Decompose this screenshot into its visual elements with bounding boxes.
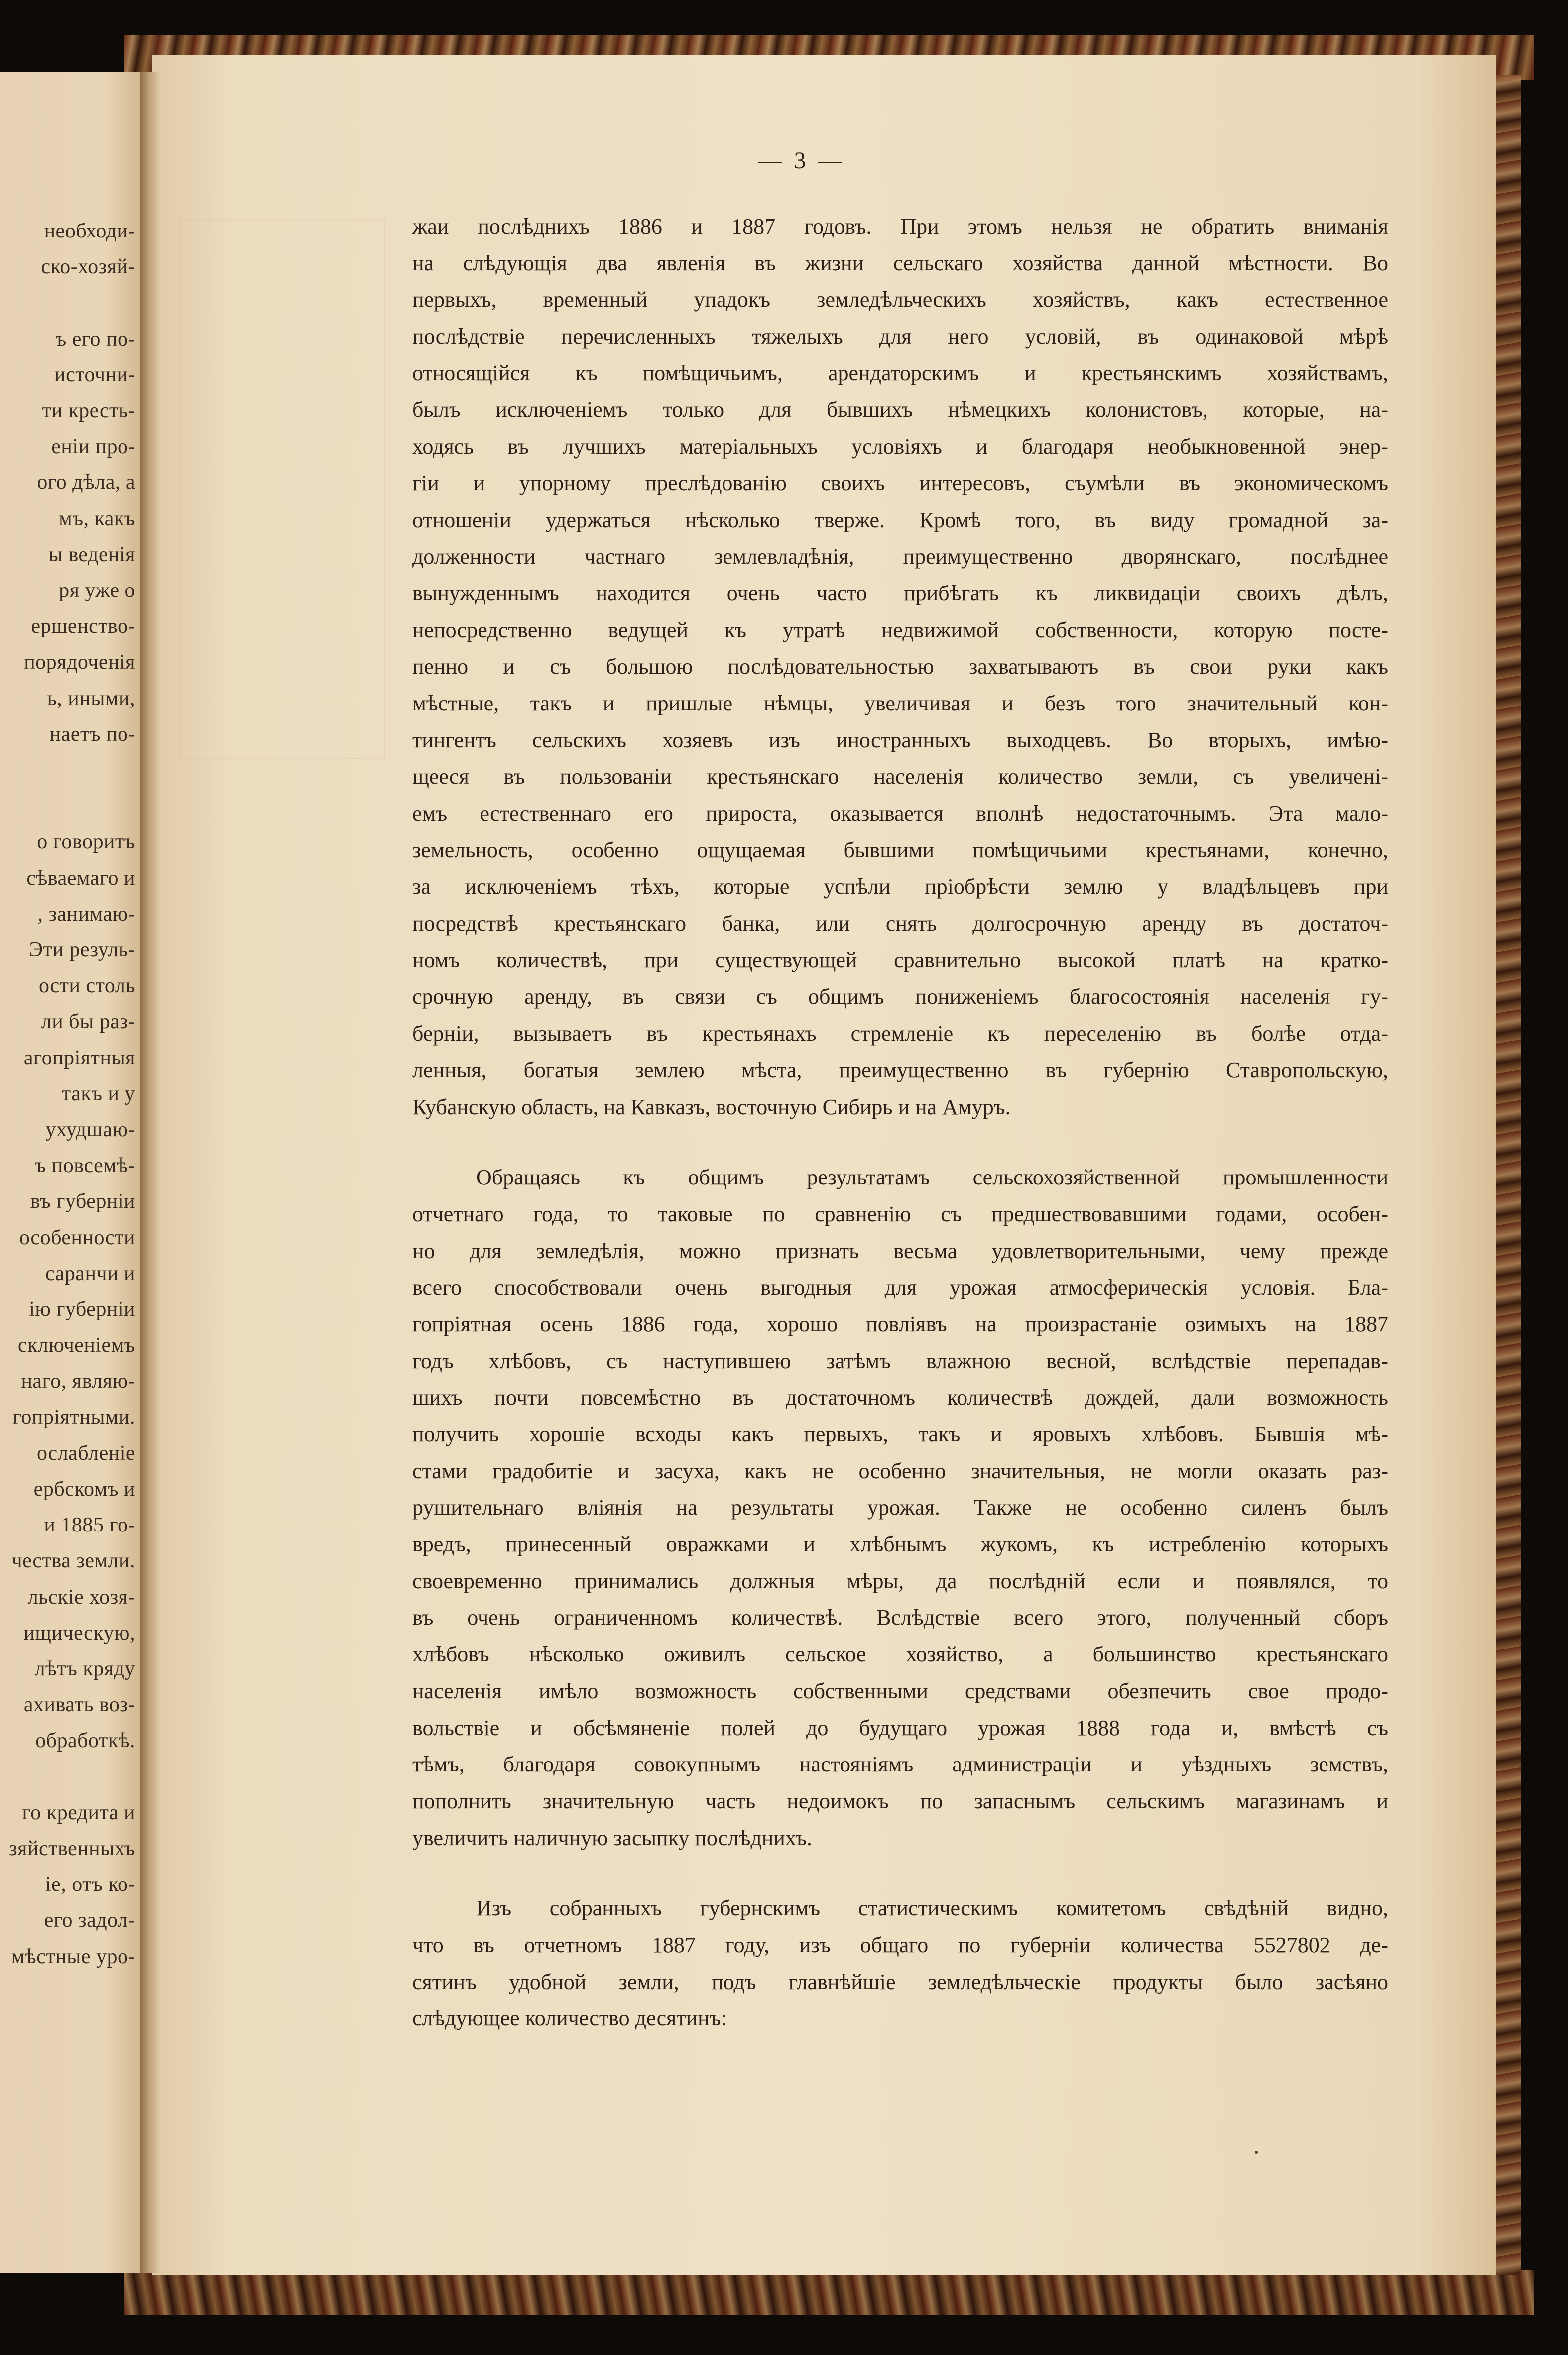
left-page-line: ухудшаю- [45, 1118, 135, 1141]
text-line: былъ исключеніемъ только для бывшихъ нѣмецкихъ колонистовъ, которые, на- [412, 397, 1388, 422]
text-line: отношеніи удержаться нѣсколько тверже. Кромѣ того, въ виду громадной за- [412, 507, 1388, 532]
left-page-line: , занимаю- [37, 902, 135, 926]
marbled-cover-edge-bottom [124, 2270, 1534, 2315]
left-page-line: ъ повсемѣ- [35, 1154, 135, 1178]
paragraph [412, 208, 1388, 1125]
left-page-line: ію губерніи [29, 1298, 135, 1321]
text-line: вынужденнымъ находится очень часто прибѣгать къ ликвидаціи своихъ дѣлъ, [412, 581, 1388, 605]
text-line: послѣдствіе перечисленныхъ тяжелыхъ для него условій, въ одинаковой мѣрѣ [412, 324, 1388, 349]
text-line: первыхъ, временный упадокъ земледѣльческихъ хозяйствъ, какъ естественное [412, 287, 1388, 312]
left-page-line: еніи про- [51, 435, 135, 459]
paper-speck [1255, 2151, 1258, 2154]
text-line: что въ отчетномъ 1887 году, изъ общаго по губерніи количества 5527802 де- [412, 1932, 1388, 1957]
text-line: Изъ собранныхъ губернскимъ статистическимъ комитетомъ свѣдѣній видно, [476, 1896, 1388, 1921]
text-line: въ очень ограниченномъ количествѣ. Вслѣдствіе всего этого, полученный сборъ [412, 1605, 1388, 1630]
left-page-line: гопріятными. [12, 1406, 135, 1429]
left-page-line: порядоченія [24, 651, 135, 674]
left-page-line: чества земли. [11, 1549, 135, 1573]
left-page-line: о говоритъ [37, 830, 135, 854]
left-page-line: саранчи и [45, 1262, 135, 1285]
text-line: рушительнаго вліянія на результаты урожая. Также не особенно силенъ былъ [412, 1495, 1388, 1520]
paragraph [412, 1890, 1388, 2037]
paragraph-gap [412, 1856, 1388, 1890]
left-page-line: ско-хозяй- [41, 255, 135, 279]
left-page-line: въ губерніи [30, 1190, 135, 1213]
left-page-line: іе, отъ ко- [45, 1873, 135, 1896]
left-page-line: ершенство- [31, 615, 135, 638]
text-line: тѣмъ, благодаря совокупнымъ настояніямъ администраціи и уѣздныхъ земствъ, [412, 1752, 1388, 1777]
text-line: Обращаясь къ общимъ результатамъ сельскохозяйственной промышленности [476, 1165, 1388, 1190]
text-line: долженности частнаго землевладѣнія, преимущественно дворянскаго, послѣднее [412, 544, 1388, 569]
left-page-line: сключеніемъ [17, 1334, 135, 1357]
left-page-line: источни- [54, 363, 135, 386]
text-line: земельность, особенно ощущаемая бывшими помѣщичьими крестьянами, конечно, [412, 837, 1388, 862]
text-line: емъ естественнаго его прироста, оказывается вполнѣ недостаточнымъ. Эта мало- [412, 801, 1388, 825]
text-line: отчетнаго года, то таковые по сравненію съ предшествовавшими годами, особен- [412, 1201, 1388, 1226]
left-page-line: ти кресть- [42, 399, 135, 422]
text-line: населенія имѣло возможность собственными средствами обезпечить свое продо- [412, 1678, 1388, 1703]
text-line: годъ хлѣбовъ, съ наступившею затѣмъ влажною весной, вслѣдствіе перепадав- [412, 1348, 1388, 1373]
text-line: пенно и съ большою послѣдовательностью захватываютъ въ свои руки какъ [412, 654, 1388, 679]
text-line: ленныя, богатыя землею мѣста, преимущественно въ губернію Ставропольскую, [412, 1058, 1388, 1082]
left-page-line: ь, иными, [47, 687, 135, 710]
page-number-text: — 3 — [758, 147, 845, 174]
bleed-through-shadow [179, 219, 385, 759]
left-page-line: Эти резуль- [29, 939, 135, 961]
book-gutter [140, 72, 160, 2273]
left-page-line: ости столь [38, 974, 135, 998]
text-line: непосредственно ведущей къ утратѣ недвижимой собственности, которую посте- [412, 617, 1388, 642]
left-page-fragment [0, 72, 149, 2273]
text-line: тингентъ сельскихъ хозяевъ изъ иностранныхъ выходцевъ. Во вторыхъ, имѣю- [412, 727, 1388, 752]
text-line: сятинъ удобной земли, подъ главнѣйшіе земледѣльческіе продукты было засѣяно [412, 1969, 1388, 1994]
text-line: вольствіе и обсѣмяненіе полей до будущаго урожая 1888 года и, вмѣстѣ съ [412, 1715, 1388, 1740]
left-page-line: наетъ по- [49, 722, 135, 746]
left-page-line: ого дѣла, а [37, 471, 135, 494]
left-page-line: мѣстные уро- [11, 1945, 135, 1968]
text-line: берніи, вызываетъ въ крестьянахъ стремленіе къ переселенію въ болѣе отда- [412, 1021, 1388, 1046]
page-number [0, 147, 1568, 174]
text-line: всего способствовали очень выгодныя для урожая атмосферическія условія. Бла- [412, 1275, 1388, 1300]
left-page-line: ербскомъ и [33, 1478, 135, 1501]
text-line: номъ количествѣ, при существующей сравнительно высокой платѣ на кратко- [412, 947, 1388, 972]
left-page-line: ря уже о [59, 579, 135, 602]
left-page-line: ахивать воз- [23, 1693, 135, 1717]
text-line: стами градобитіе и засуха, какъ не особенно значительныя, не могли оказать раз- [412, 1458, 1388, 1483]
left-page-line: обработкѣ. [35, 1729, 135, 1753]
text-line: Кубанскую область, на Кавказъ, восточную Сибирь и на Амуръ. [412, 1094, 1011, 1119]
text-line: вредъ, принесенный овражками и хлѣбнымъ жукомъ, къ истребленію которыхъ [412, 1532, 1388, 1557]
left-page-line: мъ, какъ [59, 507, 135, 530]
text-line: ходясь въ лучшихъ матеріальныхъ условіяхъ и благодаря необыкновенной энер- [412, 434, 1388, 459]
text-line: за исключеніемъ тѣхъ, которые успѣли пріобрѣсти землю у владѣльцевъ при [412, 874, 1388, 899]
text-line: жаи послѣднихъ 1886 и 1887 годовъ. При этомъ нельзя не обратить вниманія [412, 214, 1388, 238]
text-line: слѣдующее количество десятинъ: [412, 2006, 727, 2031]
left-page-line: ы веденія [48, 543, 135, 566]
left-page-line: го кредита и [22, 1801, 135, 1824]
left-page-line: такъ и у [61, 1082, 135, 1105]
text-line: получить хорошіе всходы какъ первыхъ, такъ и яровыхъ хлѣбовъ. Бывшія мѣ- [412, 1422, 1388, 1446]
paragraph-gap [412, 1125, 1388, 1159]
paragraph [412, 1159, 1388, 1856]
text-line: увеличить наличную засыпку послѣднихъ. [412, 1825, 812, 1850]
left-page-line: его задол- [44, 1909, 135, 1932]
text-line: срочную аренду, въ связи съ общимъ пониженіемъ благосостоянія населенія гу- [412, 984, 1388, 1009]
text-line: на слѣдующія два явленія въ жизни сельскаго хозяйства данной мѣстности. Во [412, 250, 1388, 275]
text-line: гіи и упорному преслѣдованію своихъ интересовъ, съумѣли въ экономическомъ [412, 471, 1388, 495]
left-page-line: и 1885 го- [44, 1514, 135, 1537]
left-page-line: ъ его по- [55, 327, 135, 351]
left-page-line: зяйственныхъ [9, 1837, 135, 1860]
left-page-line: ослабленіе [37, 1441, 135, 1465]
text-line: щееся въ пользованіи крестьянскаго населенія количество земли, съ увеличені- [412, 764, 1388, 789]
left-page-line: агопріятныя [23, 1046, 135, 1069]
left-page-line: ищическую, [23, 1621, 135, 1645]
text-line: относящійся къ помѣщичьимъ, арендаторскимъ и крестьянскимъ хозяйствамъ, [412, 360, 1388, 385]
text-line: мѣстные, такъ и пришлые нѣмцы, увеличивая и безъ того значительный кон- [412, 691, 1388, 715]
left-page-line: сѣваемаго и [26, 866, 135, 890]
left-page-line: наго, являю- [21, 1370, 135, 1393]
left-page-line: ли бы раз- [41, 1010, 135, 1034]
left-page-line: лѣтъ кряду [34, 1657, 135, 1680]
text-line: но для земледѣлія, можно признать весьма удовлетворительными, чему прежде [412, 1238, 1388, 1263]
left-page-line: льскіе хозя- [27, 1585, 135, 1609]
text-line: пополнить значительную часть недоимокъ по запаснымъ сельскимъ магазинамъ и [412, 1788, 1388, 1813]
left-page-line: особенности [19, 1226, 135, 1249]
text-line: гопріятная осень 1886 года, хорошо повліявъ на произрастаніе озимыхъ на 1887 [412, 1311, 1388, 1336]
text-line: шихъ почти повсемѣстно въ достаточномъ количествѣ дождей, дали возможность [412, 1385, 1388, 1410]
text-line: хлѣбовъ нѣсколько оживилъ сельское хозяйство, а большинство крестьянскаго [412, 1642, 1388, 1667]
text-line: посредствѣ крестьянскаго банка, или снять долгосрочную аренду въ достаточ- [412, 911, 1388, 936]
left-page-line: необходи- [44, 220, 135, 242]
body-text [412, 208, 1388, 2037]
text-line: своевременно принимались должныя мѣры, да послѣдній если и появлялся, то [412, 1568, 1388, 1593]
